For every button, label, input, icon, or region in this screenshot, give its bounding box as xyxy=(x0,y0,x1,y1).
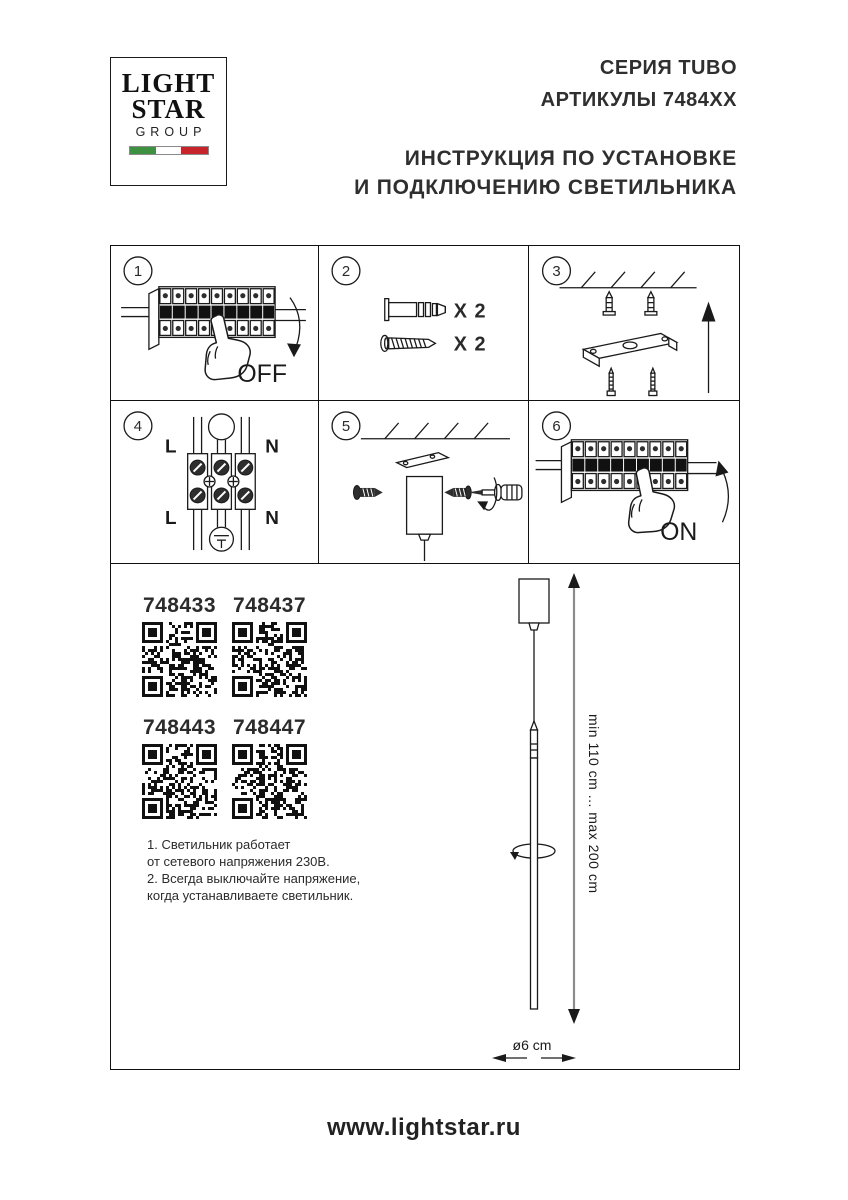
screw-up-icon xyxy=(607,368,657,395)
diameter-label: ø6 cm xyxy=(512,1037,552,1053)
step-number: 3 xyxy=(552,263,561,280)
instruction-title-line2: И ПОДКЛЮЧЕНИЮ СВЕТИЛЬНИКА xyxy=(354,176,737,200)
article-number: 748433 xyxy=(142,594,217,617)
step-panel-2 xyxy=(319,246,529,401)
circuit-breaker-on-illustration xyxy=(529,401,739,563)
italian-flag-bar xyxy=(129,146,209,155)
arrow-up-icon xyxy=(702,302,716,393)
step-number: 6 xyxy=(552,418,561,435)
logo-word-group: GROUP xyxy=(135,125,207,140)
wall-plug-icon xyxy=(385,299,446,321)
note-line: 2. Всегда выключайте напряжение, xyxy=(147,871,361,887)
ceiling-line xyxy=(559,272,696,288)
screwdriver-icon xyxy=(468,484,522,500)
wall-plug-up-icon xyxy=(603,292,657,315)
wall-plug-qty: X 2 xyxy=(453,300,487,323)
circuit-breaker-off-illustration xyxy=(111,246,318,400)
instruction-title xyxy=(354,144,737,203)
step-panel-4 xyxy=(111,401,319,564)
mounting-hardware-illustration xyxy=(319,246,528,400)
screw-qty: X 2 xyxy=(453,333,487,356)
product-info-panel xyxy=(111,564,739,1069)
flag-red-segment xyxy=(181,147,208,154)
document-title-block xyxy=(354,57,737,203)
note-line: 1. Светильник работает xyxy=(147,837,291,852)
step-number: 1 xyxy=(133,263,143,280)
series-title: СЕРИЯ TUBO xyxy=(599,57,737,79)
step-panel-3 xyxy=(529,246,739,401)
step-number: 4 xyxy=(133,418,143,435)
website-url: www.lightstar.ru xyxy=(327,1114,521,1141)
ceiling-bracket-illustration xyxy=(529,246,739,400)
line-label-bottom: L xyxy=(165,508,177,530)
article-number: 748437 xyxy=(232,594,307,617)
note-line: от сетевого напряжения 230В. xyxy=(147,854,330,870)
diameter-dimension xyxy=(492,1037,576,1062)
step-number: 2 xyxy=(341,263,351,280)
instruction-title-line1: ИНСТРУКЦИЯ ПО УСТАНОВКЕ xyxy=(404,147,737,170)
lamp-tube xyxy=(531,721,538,1009)
canopy-icon xyxy=(407,477,443,561)
breaker-strip xyxy=(536,440,717,503)
terminal-wiring-illustration xyxy=(111,401,318,563)
screw-right-icon xyxy=(444,486,471,499)
lightstar-logo xyxy=(110,57,227,186)
arrow-up-icon xyxy=(715,461,728,523)
logo-word-light: LIGHT xyxy=(121,68,216,98)
line-label-top: L xyxy=(165,436,177,458)
bracket-icon xyxy=(397,453,449,468)
arrow-down-icon xyxy=(287,298,301,358)
step-panel-5 xyxy=(319,401,529,564)
instruction-grid xyxy=(110,245,740,1070)
flag-white-segment xyxy=(156,147,180,154)
ceiling-line xyxy=(361,423,510,439)
step-panel-6 xyxy=(529,401,739,564)
height-range-label: min 110 cm ... max 200 cm xyxy=(586,714,602,894)
mounting-bracket-icon xyxy=(583,333,676,366)
on-label: ON xyxy=(660,519,698,547)
lamp-canopy xyxy=(519,579,549,630)
screw-left-icon xyxy=(353,485,382,499)
step-number: 5 xyxy=(341,418,351,435)
ground-symbol-icon xyxy=(210,527,234,551)
neutral-label-bottom: N xyxy=(265,508,279,530)
article-number: 748443 xyxy=(142,716,217,739)
canopy-mounting-illustration xyxy=(319,401,528,563)
article-number: 748447 xyxy=(232,716,307,739)
terminal-block-icon xyxy=(188,454,256,510)
screw-icon xyxy=(381,335,436,351)
pendant-lamp-diagram xyxy=(111,564,739,1069)
supply-wires-top xyxy=(194,414,250,454)
flag-green-segment xyxy=(130,147,157,154)
step-panel-1 xyxy=(111,246,319,401)
note-line: когда устанавливаете светильник. xyxy=(147,888,354,904)
articles-title: АРТИКУЛЫ 7484XX xyxy=(540,89,737,111)
neutral-label-top: N xyxy=(265,436,279,458)
height-dimension xyxy=(568,573,602,1024)
off-label: OFF xyxy=(237,361,288,389)
logo-word-star: STAR xyxy=(131,93,206,124)
